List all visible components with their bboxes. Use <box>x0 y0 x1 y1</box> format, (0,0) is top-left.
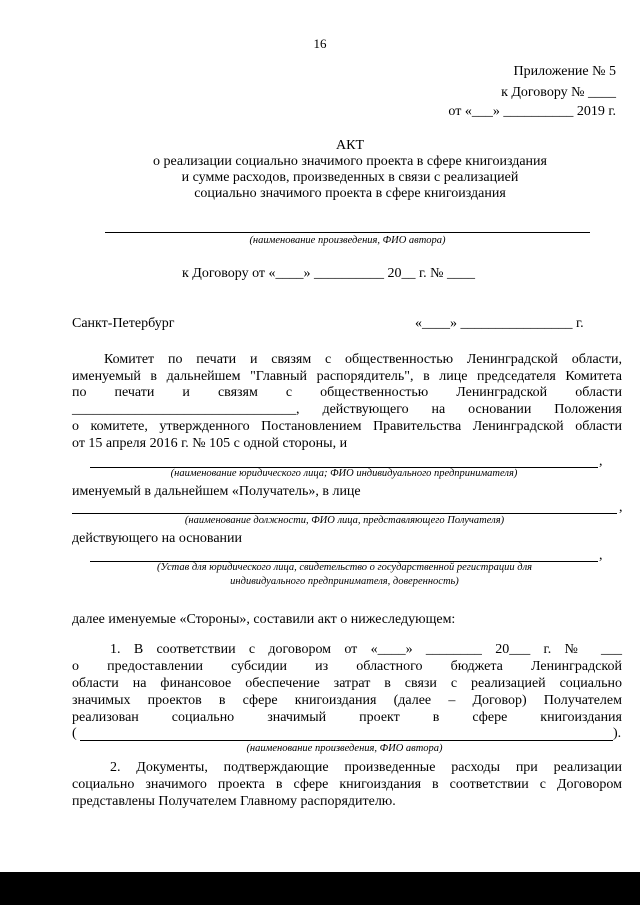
appendix-contract-number: к Договору № ____ <box>501 85 616 100</box>
document-title-line-2: и сумме расходов, произведенных в связи с реализацией <box>181 170 519 185</box>
appendix-contract-date: от «___» __________ 2019 г. <box>448 104 616 119</box>
caption-work-name: (наименование произведения, ФИО автора) <box>249 235 446 246</box>
parties-text: далее именуемые «Стороны», составили акт о нижеследующем: <box>72 612 456 627</box>
caption-basis-line-2: индивидуального предпринимателя, доверенность) <box>230 576 459 587</box>
appendix-label: Приложение № 5 <box>513 64 616 79</box>
document-heading: АКТ <box>336 138 364 153</box>
clause1-line-2: о предоставлении субсидии из областного бюджета Ленинградской <box>72 659 622 674</box>
para1-line-1: Комитет по печати и связям с общественностью Ленинградской области, <box>104 352 622 367</box>
clause2-line-3: представлены Получателем Главному распорядителю. <box>72 794 396 809</box>
recipient-text: именуемый в дальнейшем «Получатель», в лице <box>72 484 361 499</box>
para1-line-5: о комитете, утвержденного Постановлением Правительства Ленинградской области <box>72 419 622 434</box>
comma: , <box>619 500 623 515</box>
para1-line-3: по печати и связям с общественностью Ленинградской области <box>72 385 622 400</box>
act-date-blank: «____» ________________ г. <box>415 316 584 331</box>
para1-line-4: ________________________________, действующего на основании Положения <box>72 402 622 417</box>
para1-line-2: именуемый в дальнейшем "Главный распорядитель", в лице председателя Комитета <box>72 369 622 384</box>
open-parenthesis: ( <box>72 726 77 741</box>
clause1-line-1: 1. В соответствии с договором от «____» ________ 20___ г. № ___ <box>110 642 622 657</box>
comma: , <box>599 454 603 469</box>
caption-entity-name: (наименование юридического лица; ФИО индивидуального предпринимателя) <box>170 468 518 479</box>
city-name: Санкт-Петербург <box>72 316 175 331</box>
scan-bottom-edge <box>0 872 640 905</box>
position-blank <box>72 513 617 514</box>
close-parenthesis: ). <box>613 726 622 741</box>
comma: , <box>599 548 603 563</box>
caption-basis-line-1: (Устав для юридического лица, свидетельство о государственной регистрации для <box>156 562 533 573</box>
clause2-line-2: социально значимого проекта в сфере книгоиздания в соответствии с Договором <box>72 777 622 792</box>
contract-reference: к Договору от «____» __________ 20__ г. № ____ <box>182 266 476 281</box>
caption-position: (наименование должности, ФИО лица, представляющего Получателя) <box>184 515 505 526</box>
document-title-line-1: о реализации социально значимого проекта в сфере книгоиздания <box>153 154 547 169</box>
para1-line-6: от 15 апреля 2016 г. № 105 с одной стороны, и <box>72 436 348 451</box>
project-work-blank <box>80 740 613 741</box>
clause1-line-5: реализован социально значимый проект в сфере книгоиздания <box>72 710 622 725</box>
clause1-line-3: области на финансовое обеспечение затрат в связи с реализацией социально <box>72 676 622 691</box>
clause1-line-4: значимых проектов в сфере книгоиздания (далее – Договор) Получателем <box>72 693 622 708</box>
clause2-line-1: 2. Документы, подтверждающие произведенные расходы при реализации <box>110 760 622 775</box>
work-name-blank <box>105 232 590 233</box>
page-number: 16 <box>313 36 327 51</box>
caption-work-name-2: (наименование произведения, ФИО автора) <box>246 743 443 754</box>
document-title-line-3: социально значимого проекта в сфере книгоиздания <box>194 186 506 201</box>
basis-text: действующего на основании <box>72 531 243 546</box>
